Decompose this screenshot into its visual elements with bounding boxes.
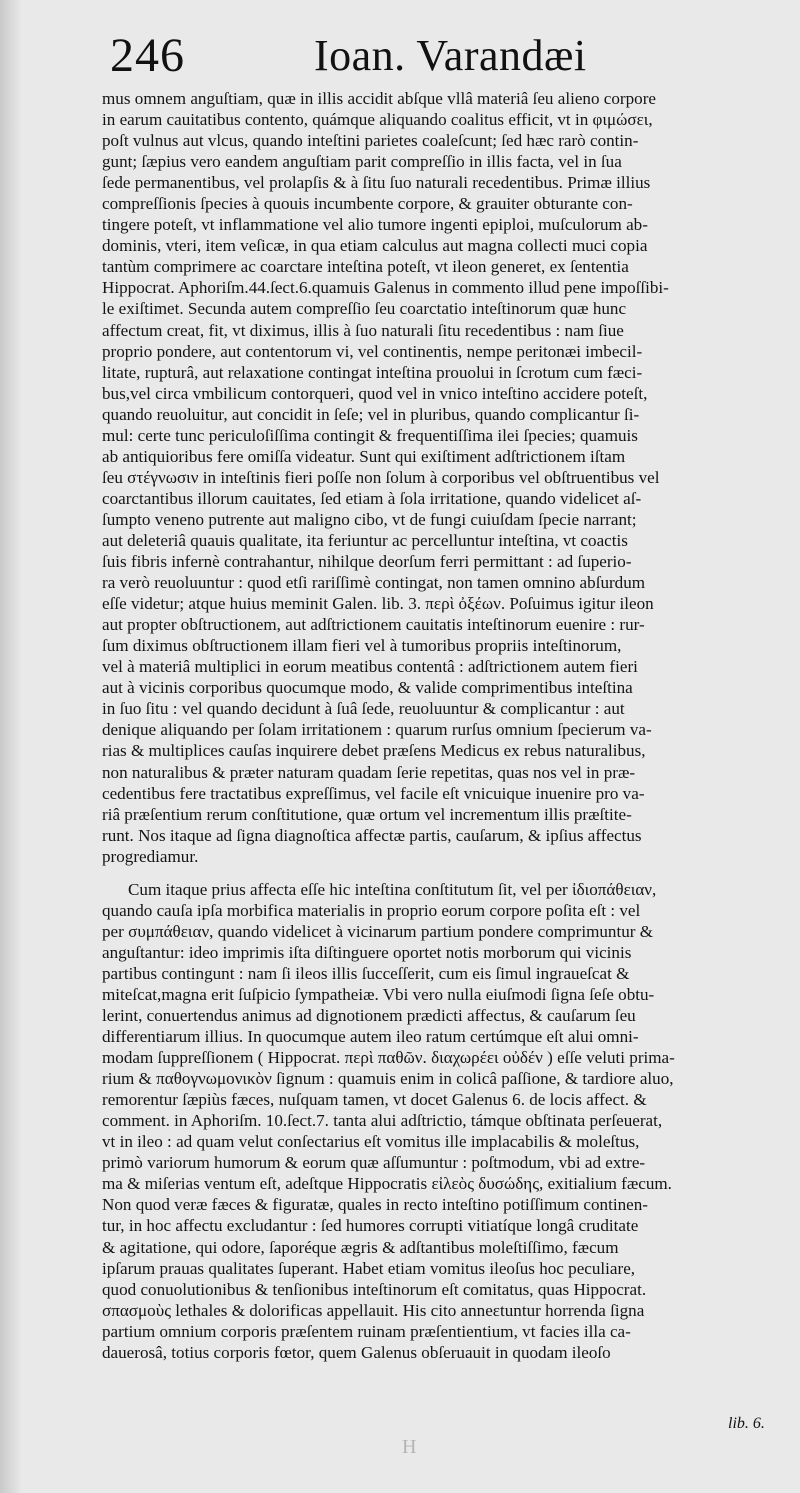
- text-line: ſede permanentibus, vel prolapſis & à ſitu ſuo naturali recedentibus. Primæ illius: [102, 173, 651, 193]
- text-line: tantùm comprimere ac coarctare inteſtina poteſt, vt ileon generet, ex ſententia: [102, 257, 629, 277]
- paragraph-gap: [102, 867, 772, 879]
- text-line: quando cauſa ipſa morbifica materialis in proprio eorum corpore poſita eſt : vel: [102, 900, 641, 920]
- text-line: partium omnium corporis præſentem ruinam præſentientium, vt facies illa ca-: [102, 1321, 631, 1341]
- text-line: aut propter obſtructionem, aut adſtrictionem cauitatis inteſtinorum euenire : rur-: [102, 615, 645, 635]
- text-line: poſt vulnus aut vlcus, quando inteſtini parietes coaleſcunt; ſed hæc rarò contin-: [102, 131, 639, 151]
- text-line: Cum itaque prius affecta eſſe hic inteſtina conſtitutum ſit, vel per ἰδιοπάθειαν,: [128, 879, 657, 899]
- text-line: vt in ileo : ad quam velut conſectarius eſt vomitus ille implacabilis & moleſtus,: [102, 1132, 640, 1152]
- text-line: in earum cauitatibus contento, quámque aliquando coalitus efficit, vt in φιμώσει,: [102, 110, 653, 130]
- text-line: bus,vel circa vmbilicum contorqueri, quod vel in vnico inteſtino accidere poteſt,: [102, 383, 648, 403]
- text-line: progrediamur.: [102, 846, 199, 866]
- page-number: 246: [110, 29, 185, 82]
- text-line: le exiſtimet. Secunda autem compreſſio ſeu coarctatio inteſtinorum quæ hunc: [102, 299, 627, 319]
- text-line: riâ præſentium rerum conſtitutione, quæ ortum vel incrementum illis præſtite-: [102, 804, 632, 824]
- text-line: non naturalibus & præter naturam quadam ſerie repetitas, quas nos vel in præ-: [102, 762, 636, 782]
- page-header: [110, 28, 770, 84]
- text-line: anguſtantur: ideo imprimis iſta diſtinguere oportet notis morborum qui vicinis: [102, 942, 632, 962]
- text-line: modam ſuppreſſionem ( Hippocrat. περὶ παθῶν. διαχωρέει οὐδέν ) eſſe veluti prima-: [102, 1048, 675, 1068]
- text-line: rias & multiplices cauſas inquirere debet præſens Medicus ex rebus naturalibus,: [102, 741, 646, 761]
- text-line: quando reuoluitur, aut concidit in ſeſe; vel in pluribus, quando complicantur ſi-: [102, 404, 640, 424]
- paragraph-2: [102, 879, 772, 1363]
- text-line: mus omnem anguſtiam, quæ in illis accidit abſque vllâ materiâ ſeu alieno corpore: [102, 89, 656, 108]
- catchword: lib. 6.: [728, 1415, 765, 1432]
- text-line: eſſe videtur; atque huius meminit Galen. lib. 3. περὶ ὀξέων. Poſuimus igitur ileon: [102, 594, 654, 614]
- text-line: Hippocrat. Aphoriſm.44.ſect.6.quamuis Galenus in commento illud pene impoſſibi-: [102, 278, 669, 298]
- text-line: σπασμοὺς lethales & dolorificas appellauit. His cito anneɛtuntur horrenda ſigna: [102, 1300, 645, 1320]
- text-line: affectum creat, fit, vt diximus, illis à ſuo naturali ſitu recedentibus : nam ſiue: [102, 320, 624, 340]
- text-line: lerint, conuertendus animus ad dignotionem prædicti affectus, & cauſarum ſeu: [102, 1006, 636, 1026]
- text-line: ſum diximus obſtructionem illam fieri vel à tumoribus propriis inteſtinorum,: [102, 636, 622, 656]
- text-line: ab antiquioribus fere omiſſa videatur. Sunt qui exiſtiment adſtrictionem iſtam: [102, 446, 626, 466]
- text-line: rium & παθογνωμονικὸν ſignum : quamuis enim in colicâ paſſione, & tardiore aluo,: [102, 1069, 674, 1089]
- gutter-shadow: [0, 0, 22, 1493]
- text-line: Non quod veræ fæces & figuratæ, quales in recto inteſtino potiſſimum continen-: [102, 1195, 648, 1215]
- text-line: litate, rupturâ, aut relaxatione contingat inteſtina prouolui in ſcrotum cum fæci-: [102, 362, 643, 382]
- text-line: ſumpto veneno putrente aut maligno cibo, vt de fungi cuiuſdam ſpecie narrant;: [102, 509, 637, 529]
- text-line: compreſſionis ſpecies à quouis incumbente corpore, & grauiter obturante con-: [102, 194, 633, 214]
- running-head: Ioan. Varandæi: [314, 31, 587, 80]
- text-line: denique aliquando per ſolam irritationem : quarum rurſus omnium ſpecierum va-: [102, 720, 652, 740]
- text-line: proprio pondere, aut contentorum vi, vel continentis, nempe peritonæi imbecil-: [102, 341, 643, 361]
- text-line: & agitatione, qui odore, ſaporéque ægris & adſtantibus moleſtiſſimo, fæcum: [102, 1237, 619, 1257]
- body-text: [102, 88, 772, 1363]
- text-line: in ſuo ſitu : vel quando decidunt à ſuâ ſede, reuoluuntur & complicantur : aut: [102, 699, 625, 719]
- text-line: dauerosâ, totius corporis fœtor, quem Galenus obſeruauit in quodam ileoſo: [102, 1342, 611, 1362]
- text-line: remorentur ſæpiùs fæces, nuſquam tamen, vt docet Galenus 6. de locis affect. &: [102, 1090, 647, 1110]
- text-line: vel à materiâ multiplici in eorum meatibus contentâ : adſtrictionem autem fieri: [102, 657, 638, 677]
- text-line: differentiarum illius. In quocumque autem ileo ratum certúmque eſt alui omni-: [102, 1027, 639, 1047]
- text-line: partibus contingunt : nam ſi ileos illis ſucceſſerit, cum eis ſimul ingraueſcat &: [102, 963, 630, 983]
- text-line: dominis, vteri, item veſicæ, in qua etiam calculus aut magna collecti muci copia: [102, 236, 648, 256]
- text-line: comment. in Aphoriſm. 10.ſect.7. tanta alui adſtrictio, támque obſtinata perſeuerat,: [102, 1111, 663, 1131]
- text-line: runt. Nos itaque ad ſigna diagnoſtica affectæ partis, cauſarum, & ipſius affectus: [102, 825, 642, 845]
- text-line: ma & miſerias ventum eſt, adeſtque Hippocratis εἰλεὸς δυσώδης, exitialium fæcum.: [102, 1174, 672, 1194]
- text-line: coarctantibus illorum cauitates, ſed etiam à ſola irritatione, quando videlicet aſ-: [102, 488, 642, 508]
- text-line: quod conuolutionibus & tenſionibus inteſtinorum eſt comitatus, quas Hippocrat.: [102, 1279, 647, 1299]
- text-line: gunt; ſæpius vero eandem anguſtiam parit compreſſio in illis facta, vel in ſua: [102, 152, 622, 172]
- text-line: tur, in hoc affectu excludantur : ſed humores corrupti vitiatíque longâ cruditate: [102, 1216, 639, 1236]
- text-line: aut à vicinis corporibus quocumque modo, & valide comprimentibus inteſtina: [102, 678, 633, 698]
- text-line: ipſarum prauas qualitates ſuperant. Habet etiam vomitus ileoſus hoc peculiare,: [102, 1258, 636, 1278]
- text-line: mul: certe tunc periculoſiſſima contingit & frequentiſſima ilei ſpecies; quamuis: [102, 425, 638, 445]
- paragraph-1: [102, 88, 772, 867]
- text-line: ſuis fibris infernè contrahantur, nihilque deorſum ferri permittant : ad ſuperio-: [102, 552, 632, 572]
- text-line: aut deleteriâ quauis qualitate, ita feriuntur ac percelluntur inteſtina, vt coactis: [102, 530, 628, 550]
- text-line: ſeu στέγνωσιν in inteſtinis fieri poſſe non ſolum à corporibus vel obſtruentibus vel: [102, 467, 660, 487]
- text-line: per συμπάθειαν, quando videlicet à vicinarum partium pondere comprimuntur &: [102, 921, 654, 941]
- signature-mark: H: [402, 1436, 417, 1458]
- text-line: ra verò reuoluuntur : quod etſi rariſſimè contingat, non tamen omnino abſurdum: [102, 573, 646, 593]
- text-line: tingere poteſt, vt inflammatione vel alio tumore ingenti epiploi, muſculorum ab-: [102, 215, 648, 235]
- text-line: primò variorum humorum & eorum quæ aſſumuntur : poſtmodum, vbi ad extre-: [102, 1153, 646, 1173]
- text-line: miteſcat,magna erit ſuſpicio ſympatheiæ. Vbi vero nulla eiuſmodi ſigna ſeſe obtu-: [102, 984, 655, 1004]
- text-line: cedentibus fere tractatibus expreſſimus, vel facile eſt vnicuique inuenire pro va-: [102, 783, 645, 803]
